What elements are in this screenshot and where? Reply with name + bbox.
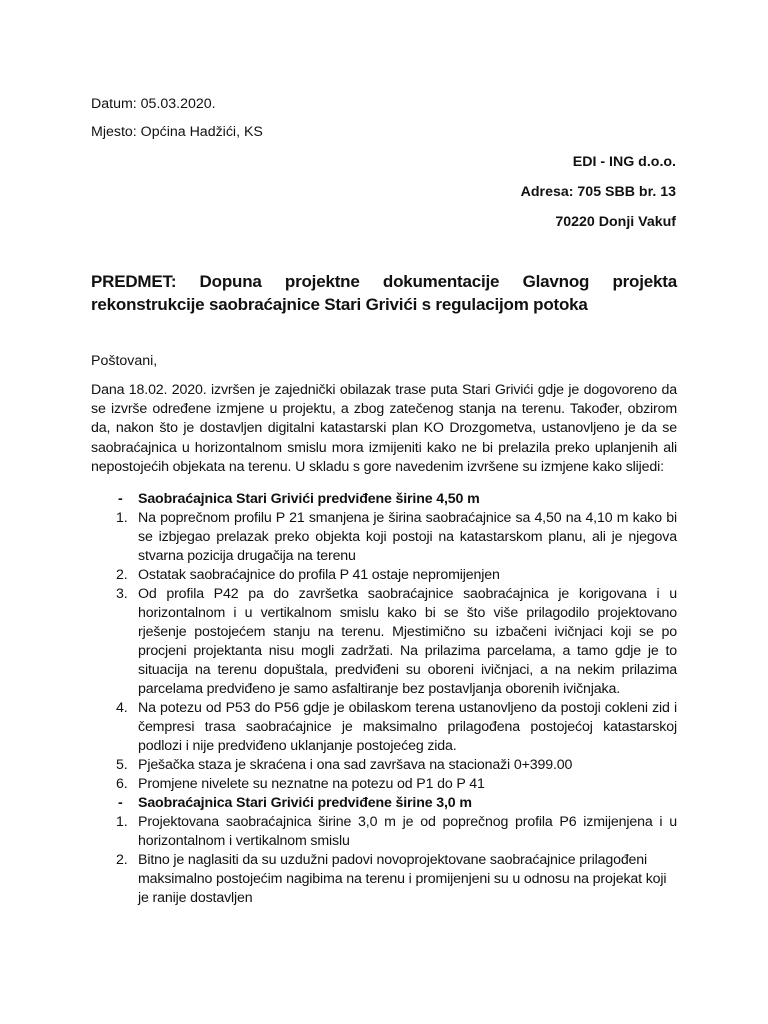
item-text: Bitno je naglasiti da su uzdužni padovi novoprojektovane saobraćajnice prilagođeni maksimalno postojećim nagibima na terenu i promijenjeni su u odnosu na projekat koji je ranije dostavljen (138, 852, 667, 906)
list-item (91, 585, 677, 699)
item-text: Na potezu od P53 do P56 gdje je obilaskom terena ustanovljeno da postoji cokleni zid i čempresi trasa saobraćajnice je maksimalno prilagođena postojećoj katastarskoj podlozi i nije predviđeno uklanjanje postojećeg zida. (138, 700, 677, 754)
item-number: 1. (116, 510, 128, 526)
list-item (91, 813, 677, 851)
item-text: Pješačka staza je skraćena i ona sad završava na stacionaži 0+399.00 (138, 757, 573, 773)
item-text: Ostatak saobraćajnice do profila P 41 ostaje nepromijenjen (138, 567, 500, 583)
section-heading (91, 794, 677, 813)
list-item (91, 851, 677, 908)
item-number: 1. (116, 814, 128, 830)
dash-marker: - (118, 795, 123, 811)
list-item (91, 756, 677, 775)
item-number: 5. (116, 757, 128, 773)
list-item (91, 566, 677, 585)
item-number: 2. (116, 567, 128, 583)
section-heading (91, 490, 677, 509)
item-text: Na poprečnom profilu P 21 smanjena je širina saobraćajnice sa 4,50 na 4,10 m kako bi se izbjegao prelazak preko objekta koji postoji na katastarskom planu, ali je njegova stvarna pozicija drugačija na terenu (138, 510, 677, 564)
item-number: 4. (116, 700, 128, 716)
recipient-address: Adresa: 705 SBB br. 13 (520, 184, 676, 200)
item-text: Od profila P42 pa do završetka saobraćajnice saobraćajnica je korigovana i u horizontalnom i u vertikalnom smislu kako bi se što više prilagodilo projektovano rješenje postojećem stanju na terenu. Mjestimično su izbačeni ivičnjaci koji se po procjeni projektanta nisu mogli zadržati. Na prilazima parcelama, a tamo gdje je to situacija na terenu dopuštala, predviđeni su oboreni ivičnjaci, a na nekim prilazima parcelama predviđeno je samo asfaltiranje bez postavljanja oborenih ivičnjaka. (138, 586, 677, 697)
intro-paragraph: Dana 18.02. 2020. izvršen je zajednički obilazak trase puta Stari Grivići gdje je dogovoreno da se izvrše određene izmjene u projektu, a zbog zatečenog stanja na terenu. Također, obzirom da, nakon što je dostavljen digitalni katastarski plan KO Drozgometva, ustanovljeno je da se saobraćajnica u horizontalnom smislu mora izmijeniti kako ne bi prelazila preko uplanjenih ali nepostojećih objekata na terenu. U skladu s gore navedenim izvršene su izmjene kako slijedi: (91, 382, 677, 475)
date-line: Datum: 05.03.2020. (91, 96, 216, 112)
list-item (91, 775, 677, 794)
dash-marker: - (118, 491, 123, 507)
item-text: Promjene nivelete su neznatne na potezu od P1 do P 41 (138, 776, 485, 792)
changes-list (91, 490, 677, 908)
subject-heading: PREDMET: Dopuna projektne dokumentacije Glavnog projekta rekonstrukcije saobraćajnice Stari Grivići s regulacijom potoka (91, 272, 677, 314)
item-number: 2. (116, 852, 128, 868)
place-line: Mjesto: Općina Hadžići, KS (91, 124, 263, 140)
section-heading-text: Saobraćajnica Stari Grivići predviđene širine 3,0 m (138, 795, 472, 811)
recipient-name: EDI - ING d.o.o. (572, 154, 676, 170)
list-item (91, 699, 677, 756)
greeting: Poštovani, (91, 353, 158, 369)
recipient-city: 70220 Donji Vakuf (555, 214, 676, 230)
item-number: 6. (116, 776, 128, 792)
list-item (91, 509, 677, 566)
item-text: Projektovana saobraćajnica širine 3,0 m je od poprečnog profila P6 izmijenjena i u horizontalnom i vertikalnom smislu (138, 814, 677, 849)
section-heading-text: Saobraćajnica Stari Grivići predviđene širine 4,50 m (138, 491, 480, 507)
item-number: 3. (116, 586, 128, 602)
